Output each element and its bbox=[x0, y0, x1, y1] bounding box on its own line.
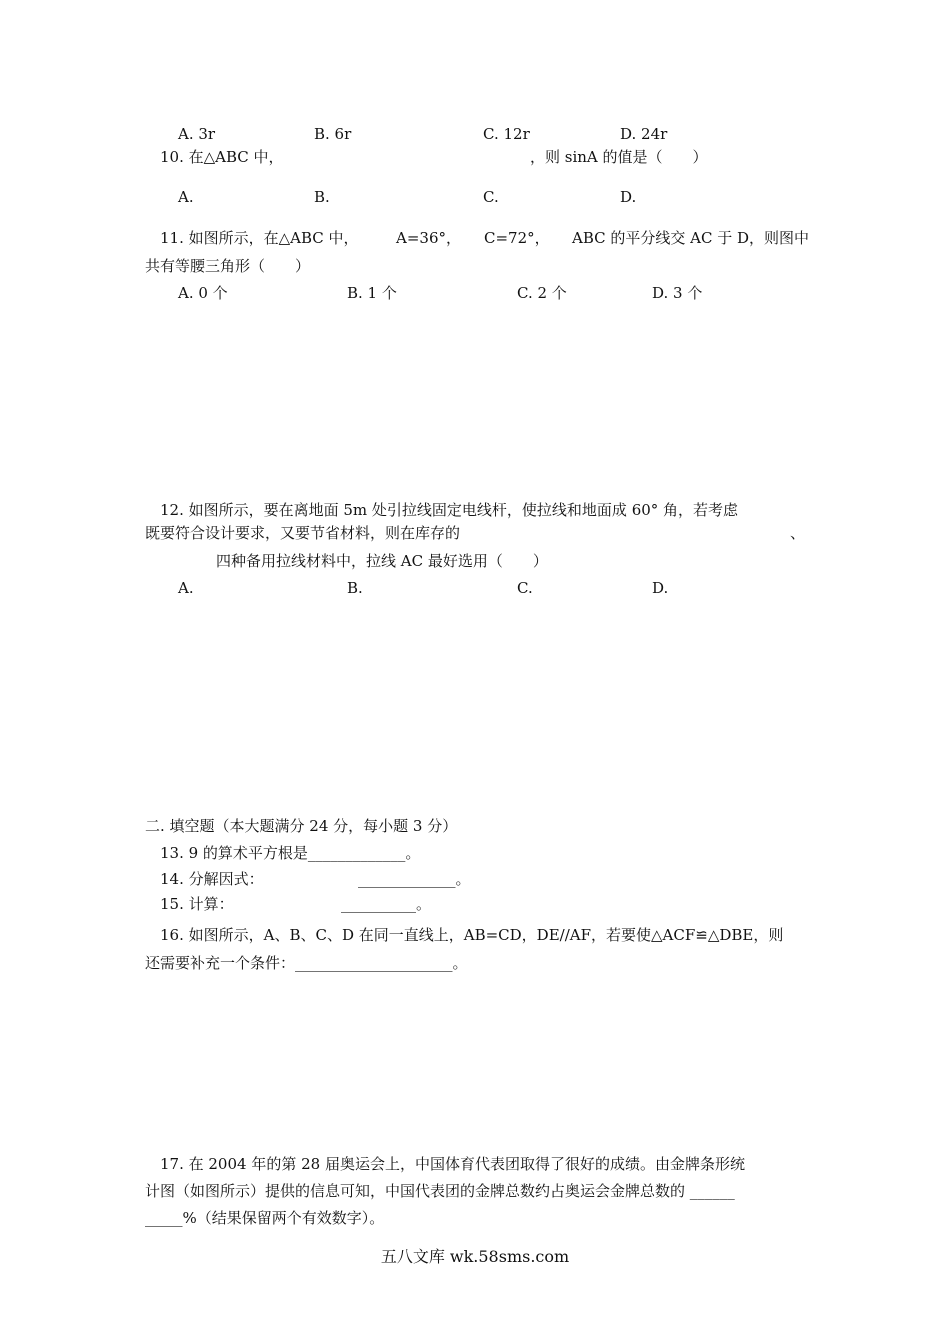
q11-option-a: A. 0 个 bbox=[178, 284, 228, 302]
q9-option-d: D. 24r bbox=[620, 125, 668, 143]
q12-option-b: B. bbox=[347, 579, 363, 597]
q12-line2-end: 、 bbox=[790, 524, 806, 542]
q9-option-a: A. 3r bbox=[178, 125, 216, 143]
q14-label: 14. 分解因式： bbox=[160, 870, 264, 888]
q10-option-d: D. bbox=[620, 188, 637, 206]
q17-line2: 计图（如图所示）提供的信息可知，中国代表团的金牌总数约占奥运会金牌总数的 ______ bbox=[145, 1182, 735, 1200]
q12-option-d: D. bbox=[652, 579, 669, 597]
q11-option-c: C. 2 个 bbox=[517, 284, 567, 302]
q12-line3: 四种备用拉线材料中，拉线 AC 最好选用（ ） bbox=[216, 552, 548, 570]
section2-heading: 二. 填空题（本大题满分 24 分，每小题 3 分） bbox=[145, 817, 458, 835]
q14-blank: _____________。 bbox=[358, 870, 471, 888]
footer-watermark: 五八文库 wk.58sms.com bbox=[380, 1247, 570, 1266]
q9-option-b: B. 6r bbox=[314, 125, 352, 143]
q17-line1: 17. 在 2004 年的第 28 届奥运会上，中国体育代表团取得了很好的成绩。由金牌条形统 bbox=[160, 1155, 745, 1173]
q12-line2: 既要符合设计要求，又要节省材料，则在库存的 bbox=[145, 524, 461, 542]
q11-line1-a: 11. 如图所示，在△ABC 中， bbox=[160, 229, 359, 247]
q9-option-c: C. 12r bbox=[483, 125, 530, 143]
q15-label: 15. 计算： bbox=[160, 895, 234, 913]
q11-option-b: B. 1 个 bbox=[347, 284, 397, 302]
q12-option-a: A. bbox=[178, 579, 194, 597]
q10-stem-start: 10. 在△ABC 中， bbox=[160, 148, 284, 166]
q10-option-b: B. bbox=[314, 188, 330, 206]
q11-option-d: D. 3 个 bbox=[652, 284, 703, 302]
q11-line1-b: A=36°， bbox=[396, 229, 461, 247]
q12-line1: 12. 如图所示，要在离地面 5m 处引拉线固定电线杆，使拉线和地面成 60° 角，若考虑 bbox=[160, 501, 739, 519]
q10-option-c: C. bbox=[483, 188, 499, 206]
q10-option-a: A. bbox=[178, 188, 194, 206]
q17-line3: _____%（结果保留两个有效数字）。 bbox=[145, 1209, 385, 1227]
q10-stem-end: ，则 sinA 的值是（ ） bbox=[530, 148, 708, 166]
q16-line1: 16. 如图所示，A、B、C、D 在同一直线上，AB=CD，DE//AF，若要使△ACF≌△DBE，则 bbox=[160, 926, 784, 944]
q11-line1-c: C=72°， bbox=[484, 229, 550, 247]
q15-blank: __________。 bbox=[341, 895, 432, 913]
q11-line2: 共有等腰三角形（ ） bbox=[145, 257, 311, 275]
q16-line2: 还需要补充一个条件：_____________________。 bbox=[145, 954, 468, 972]
q12-option-c: C. bbox=[517, 579, 533, 597]
q13: 13. 9 的算术平方根是_____________。 bbox=[160, 844, 421, 862]
q11-line1-d: ABC 的平分线交 AC 于 D，则图中 bbox=[572, 229, 810, 247]
